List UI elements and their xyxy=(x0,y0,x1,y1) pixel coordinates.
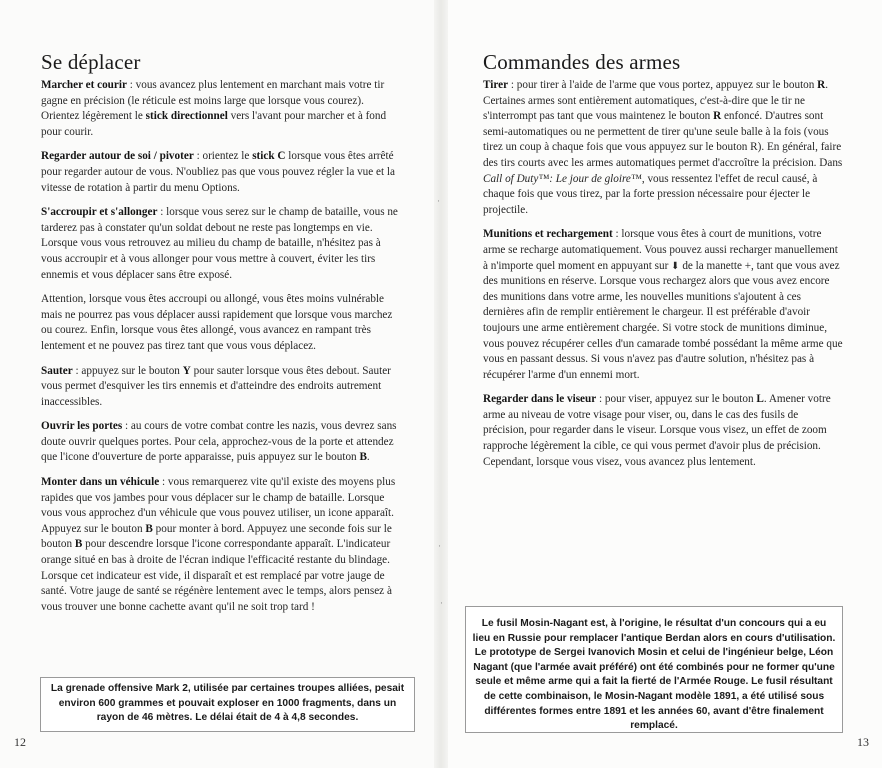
dpad-down-icon: ⬇ xyxy=(671,260,680,272)
scan-speck: · xyxy=(440,598,443,608)
page-number-right: 13 xyxy=(857,735,869,749)
right-column xyxy=(483,50,843,479)
section-title-se-deplacer: Se déplacer xyxy=(41,50,141,74)
term-ouvrir-portes: Ouvrir les portes xyxy=(41,420,123,433)
paragraph-regarder-viseur: Regarder dans le viseur : pour viser, appuyez sur le bouton L. Amener votre arme au niveau de votre visage pour viser, ou, dans le cas des fusils de précision, pour regarder dans le viseur. Lorsque vous visez, un effet de zoom rapproche légèrement la cible, ce qui vous permet d'avoir plus de précision. Cependant, lorsque vous visez, vous avancez plus lentement. xyxy=(483,393,831,468)
term-regarder-viseur: Regarder dans le viseur xyxy=(483,393,597,406)
term-sauter: Sauter xyxy=(41,364,73,377)
book-gutter xyxy=(434,0,448,768)
term-tirer: Tirer xyxy=(483,79,509,91)
term-monter-vehicule: Monter dans un véhicule xyxy=(41,476,160,489)
info-box-grenade: La grenade offensive Mark 2, utilisée par certaines troupes alliées, pesait environ 600 grammes et pouvait exploser en 1000 fragments, dans un rayon de 46 mètres. Le délai était de 4 à 4,8 secondes. xyxy=(40,677,415,732)
scan-speck: · xyxy=(438,541,441,551)
info-box-mosin-nagant: Le fusil Mosin-Nagant est, à l'origine, le résultat d'un concours qui a eu lieu en Russie pour remplacer l'antique Berdan alors en cours d'utilisation. Le prototype de Sergei Ivanovich Mosin et celui de l'ingénieur belge, Léon Nagant (que l'armée avait préféré) ont été combinés pour ne former qu'une seule et même arme qui a fait la fierté de l'Armée Rouge. Le fusil résultant de cette combinaison, le Mosin-Nagant modèle 1891, a été utilisé sous différentes formes entre 1891 et les années 60, avant d'être finalement remplacé. xyxy=(465,606,843,733)
term-marcher-courir: Marcher et courir xyxy=(41,79,127,91)
paragraph-monter-vehicule: Monter dans un véhicule : vous remarquerez vite qu'il existe des moyens plus rapides que vos jambes pour vous déplacer sur le champ de bataille. Lorsque vous vous approchez d'un véhicule que vous pouvez utiliser, un icone apparaît. Appuyez sur le bouton B pour monter à bord. Appuyez une seconde fois sur le bouton B pour descendre lorsque l'icone correspondante apparaît. L'indicateur orange situé en bas à droite de l'écran indique l'efficacité restante du blindage. Lorsque cet indicateur est vide, il disparaît et est remplacé par votre jauge de santé. Votre jauge de santé se régénère lentement avec le temps, alors pensez à vous trouver une bonne cachette avant qu'il ne soit trop tard ! xyxy=(41,476,396,613)
paragraph-attention: Attention, lorsque vous êtes accroupi ou allongé, vous êtes moins vulnérable mais ne pourrez pas vous déplacer aussi rapidement que lorsque vous marchez ou courez. Enfin, lorsque vous êtes allongé, vous avancez en rampant très lentement et ne pouvez pas tirez tant que vous vous déplacez. xyxy=(41,293,393,352)
game-title: Call of Duty™: Le jour de gloire™ xyxy=(483,172,642,185)
paragraph-ouvrir-portes: Ouvrir les portes : au cours de votre combat contre les nazis, vous devrez sans doute ouvrir quelques portes. Pour cela, approchez-vous de la porte et attendez que l'icone d'ouverture de porte apparaisse, puis appuyez sur le bouton B. xyxy=(41,420,397,464)
paragraph-accroupir-allonger: S'accroupir et s'allonger : lorsque vous serez sur le champ de bataille, vous ne tarderez pas à constater qu'un soldat debout ne reste pas longtemps en vie. Lorsque vous vous retrouvez au milieu du champ de bataille, n'hésitez pas à vous accroupir et à vous allonger pour vous mettre à couvert, éviter les tirs ennemis et vous déplacer sans être exposé. xyxy=(41,206,398,281)
paragraph-regarder-pivoter: Regarder autour de soi / pivoter : orientez le stick C lorsque vous êtes arrêté pour regarder autour de vous. N'oubliez pas que vous pouvez régler la vue et la vitesse de rotation à partir du menu Options. xyxy=(41,150,395,194)
paragraph-munitions-rechargement: Munitions et rechargement : lorsque vous êtes à court de munitions, votre arme se recharge automatiquement. Vous pouvez aussi recharger manuellement à n'importe quel moment en appuyant sur ⬇ de la manette +, tant que vous avez des munitions en réserve. Lorsque vous rechargez alors que vous avez encore des munitions dans votre arme, les nouvelles munitions s'ajoutent à ces dernières afin de remplir entièrement le chargeur. Il est préférable d'avoir toujours une arme entièrement chargée. Si votre stock de munitions diminue, vous pouvez récupérer celles d'un camarade tombé possédant la même arme que vous en passant dessus. Si vous n'avez pas d'autre solution, n'hésitez pas à récupérer l'arme d'un ennemi mort. xyxy=(483,228,843,381)
paragraph-tirer: Tirer : pour tirer à l'aide de l'arme que vous portez, appuyez sur le bouton R. Certaines armes sont entièrement automatiques, c'est-à-dire que le tir ne s'interrompt pas tant que vous maintenez le bouton R enfoncé. D'autres sont semi-automatiques ou ne permettent de tirer qu'une seule balle à la fois (vous tirez un coup à chaque fois que vous appuyez sur le bouton R). En général, faire des tirs courts avec les armes automatiques permet d'accroître la précision. Dans Call of Duty™: Le jour de gloire™, vous ressentez l'effet de recul causé, à chaque fois que vous tirez, par la forte pression nécessaire pour éjecter le projectile. xyxy=(483,79,843,216)
paragraph-sauter: Sauter : appuyez sur le bouton Y pour sauter lorsque vous êtes debout. Sauter vous permet d'esquiver les tirs ennemis et d'atteindre des endroits autrement inaccessibles. xyxy=(41,364,391,408)
section-title-commandes-armes: Commandes des armes xyxy=(483,50,681,74)
paragraph-marcher-courir: Marcher et courir : vous avancez plus lentement en marchant mais votre tir gagne en précision (le réticule est moins large que lorsque vous courez). Orientez légèrement le stick directionnel vers l'avant pour marcher et à fond pour courir. xyxy=(41,79,387,138)
term-accroupir-allonger: S'accroupir et s'allonger xyxy=(41,206,158,219)
term-munitions-rechargement: Munitions et rechargement xyxy=(483,228,613,241)
page-number-left: 12 xyxy=(14,735,26,749)
term-regarder-pivoter: Regarder autour de soi / pivoter xyxy=(41,150,194,163)
left-column xyxy=(41,50,401,624)
scan-speck: · xyxy=(437,196,440,206)
